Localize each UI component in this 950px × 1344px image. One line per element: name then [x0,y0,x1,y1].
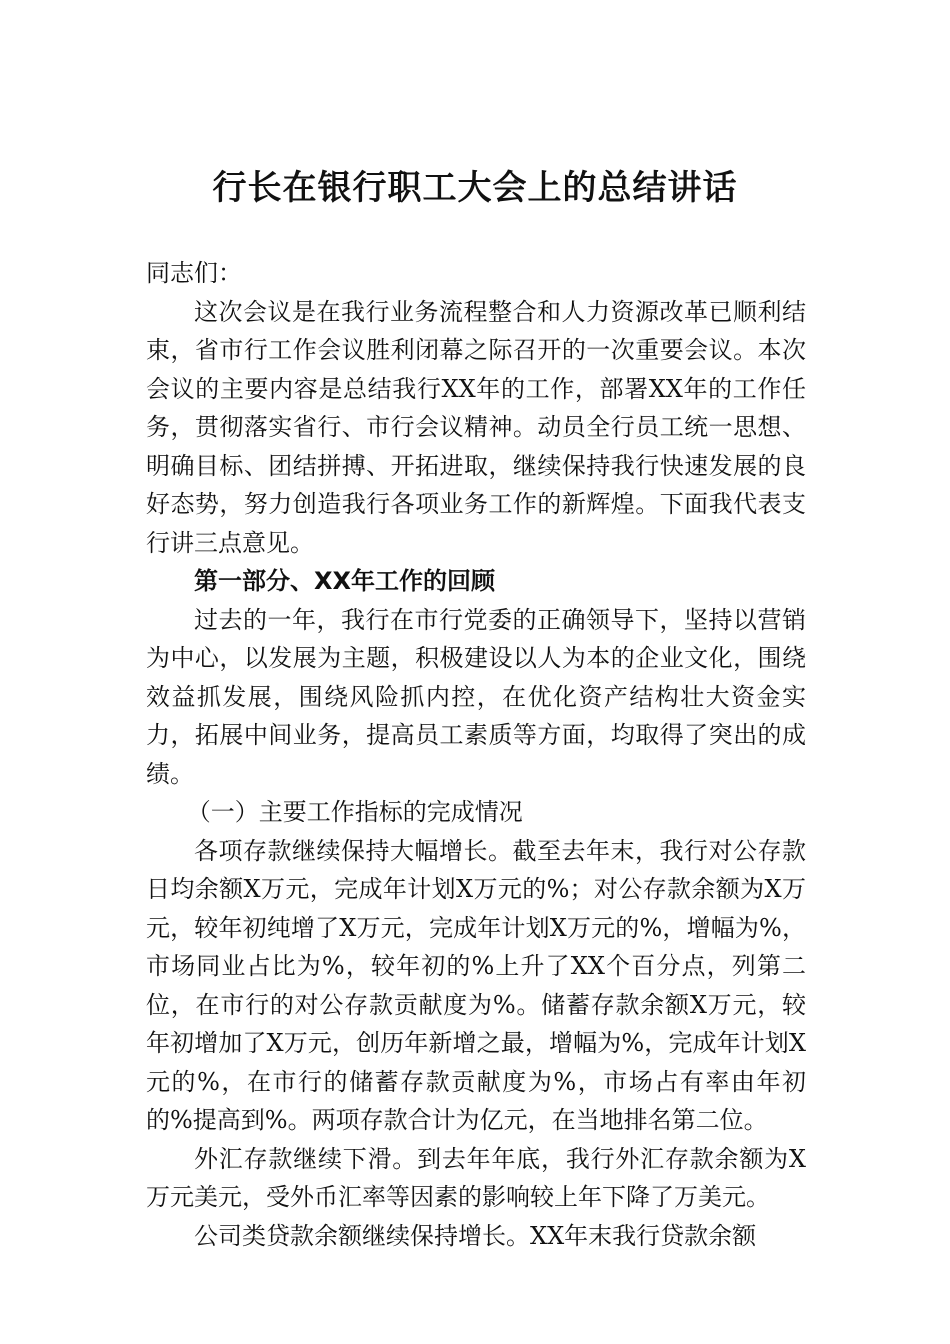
section-heading-review: 第一部分、XX年工作的回顾 [194,567,496,595]
subsection-heading-indicators: （一）主要工作指标的完成情况 [186,798,523,826]
paragraph-deposits: 各项存款继续保持大幅增长。截至去年末，我行对公存款日均余额X万元，完成年计划X万元的%；对公存款余额为X万元，较年初纯增了X万元，完成年计划X万元的%，增幅为%，市场同业占比为%，较年初的%上升了XX个百分点，列第二位，在市行的对公存款贡献度为%。储蓄存款余额X万元，较年初增加了X万元，创历年新增之最，增幅为%，完成年计划X元的%，在市行的储蓄存款贡献度为%，市场占有率由年初的%提高到%。两项存款合计为亿元，在当地排名第二位。 [146,836,806,1134]
paragraph-forex: 外汇存款继续下滑。到去年年底，我行外汇存款余额为X万元美元，受外币汇率等因素的影响较上年下降了万美元。 [146,1144,806,1211]
paragraph-review: 过去的一年，我行在市行党委的正确领导下，坚持以营销为中心，以发展为主题，积极建设以人为本的企业文化，围绕效益抓发展，围绕风险抓内控，在优化资产结构壮大资金实力，拓展中间业务，提高员工素质等方面，均取得了突出的成绩。 [146,605,806,788]
salutation: 同志们： [146,259,242,287]
document-title: 行长在银行职工大会上的总结讲话 [212,168,738,208]
paragraph-loans: 公司类贷款余额继续保持增长。XX年末我行贷款余额 [194,1221,757,1250]
document-body [146,254,806,1255]
paragraph-intro: 这次会议是在我行业务流程整合和人力资源改革已顺利结束，省市行工作会议胜利闭幕之际召开的一次重要会议。本次会议的主要内容是总结我行XX年的工作，部署XX年的工作任务，贯彻落实省行、市行会议精神。动员全行员工统一思想、明确目标、团结拼搏、开拓进取，继续保持我行快速发展的良好态势，努力创造我行各项业务工作的新辉煌。下面我代表支行讲三点意见。 [146,297,806,557]
